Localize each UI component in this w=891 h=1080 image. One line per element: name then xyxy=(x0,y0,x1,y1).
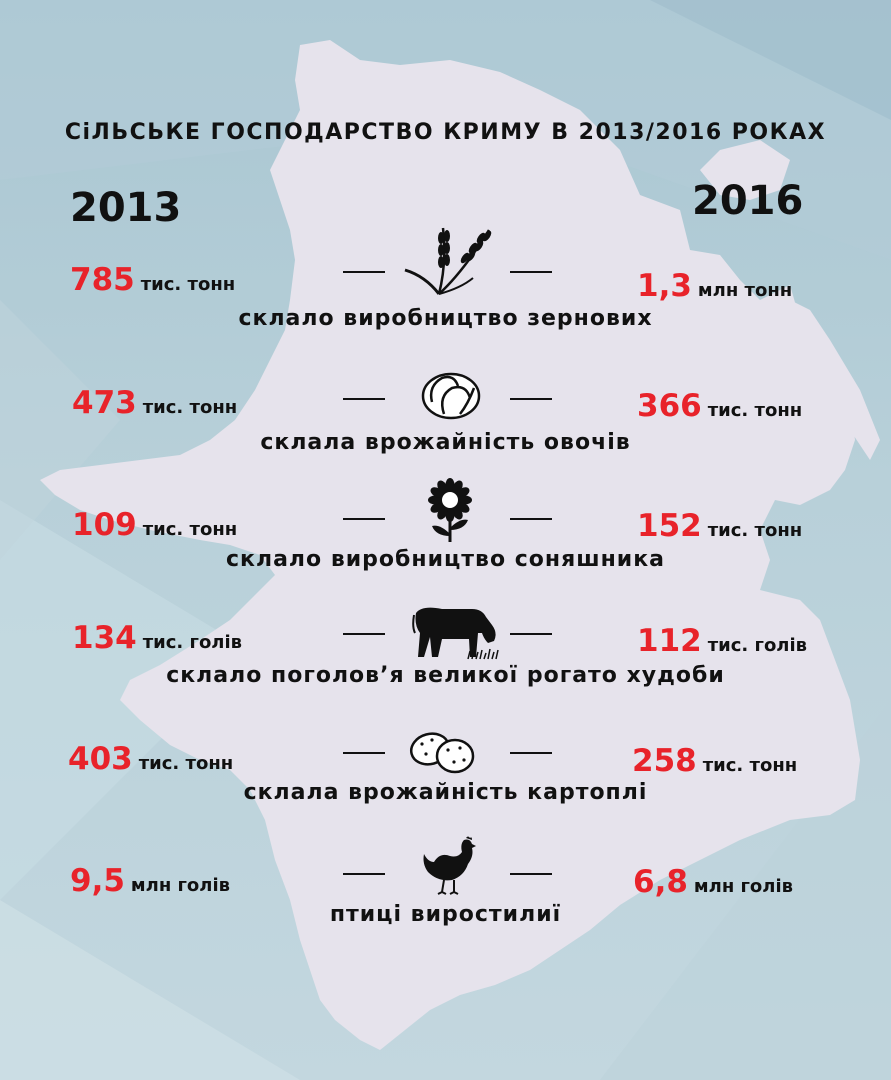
row-label-potatoes: склала врожайність картоплі xyxy=(243,780,648,805)
divider-line xyxy=(510,398,552,400)
unit-2013: тис. тонн xyxy=(142,519,238,540)
value-2016: 112 xyxy=(637,623,702,659)
unit-2016: млн голів xyxy=(693,876,794,897)
value-2013: 785 xyxy=(70,262,135,298)
divider-line xyxy=(343,873,385,875)
row-label-vegetables: склала врожайність овочів xyxy=(260,430,631,455)
stat-left-sunflower xyxy=(72,507,237,543)
value-2016: 152 xyxy=(637,508,702,544)
unit-2013: тис. тонн xyxy=(142,397,238,418)
divider-line xyxy=(510,518,552,520)
stat-left-poultry xyxy=(70,863,230,899)
divider-line xyxy=(343,752,385,754)
unit-2013: млн голів xyxy=(130,875,231,896)
cabbage-icon xyxy=(420,368,482,420)
value-2016: 258 xyxy=(632,743,697,779)
row-label-grain: склало виробництво зернових xyxy=(238,306,653,331)
unit-2016: тис. тонн xyxy=(707,520,803,541)
year-2013-heading: 2013 xyxy=(70,185,182,231)
chicken-icon xyxy=(420,836,478,896)
divider-line xyxy=(510,633,552,635)
page-title: СіЛЬСЬКЕ ГОСПОДАРСТВО КРИМУ В 2013/2016 РОКАХ xyxy=(64,120,827,145)
stat-right-poultry xyxy=(633,864,793,900)
unit-2013: тис. голів xyxy=(142,632,243,653)
row-label-cattle: склало поголов’я великої рогато худоби xyxy=(166,663,725,688)
value-2016: 1,3 xyxy=(637,268,692,304)
row-label-poultry: птиці виростилиї xyxy=(329,902,562,927)
value-2013: 109 xyxy=(72,507,137,543)
stat-left-potatoes xyxy=(68,741,233,777)
stat-left-grain xyxy=(70,262,235,298)
stat-right-sunflower xyxy=(637,508,802,544)
stat-right-vegetables xyxy=(637,388,802,424)
value-2013: 9,5 xyxy=(70,863,125,899)
divider-line xyxy=(343,271,385,273)
divider-line xyxy=(510,271,552,273)
value-2016: 366 xyxy=(637,388,702,424)
sunflower-icon xyxy=(424,478,476,544)
unit-2016: млн тонн xyxy=(697,280,793,301)
wheat-icon xyxy=(403,222,495,298)
unit-2016: тис. тонн xyxy=(702,755,798,776)
potato-icon xyxy=(408,730,476,776)
value-2013: 473 xyxy=(72,385,137,421)
unit-2016: тис. голів xyxy=(707,635,808,656)
cow-icon xyxy=(412,603,502,661)
divider-line xyxy=(343,398,385,400)
stat-right-cattle xyxy=(637,623,807,659)
year-2016-heading: 2016 xyxy=(692,178,804,224)
stat-left-vegetables xyxy=(72,385,237,421)
unit-2016: тис. тонн xyxy=(707,400,803,421)
value-2016: 6,8 xyxy=(633,864,688,900)
divider-line xyxy=(343,518,385,520)
value-2013: 134 xyxy=(72,620,137,656)
divider-line xyxy=(510,752,552,754)
unit-2013: тис. тонн xyxy=(138,753,234,774)
divider-line xyxy=(343,633,385,635)
stat-right-potatoes xyxy=(632,743,797,779)
divider-line xyxy=(510,873,552,875)
unit-2013: тис. тонн xyxy=(140,274,236,295)
stat-left-cattle xyxy=(72,620,242,656)
stat-right-grain xyxy=(637,268,792,304)
row-label-sunflower: склало виробництво соняшника xyxy=(226,547,665,572)
value-2013: 403 xyxy=(68,741,133,777)
